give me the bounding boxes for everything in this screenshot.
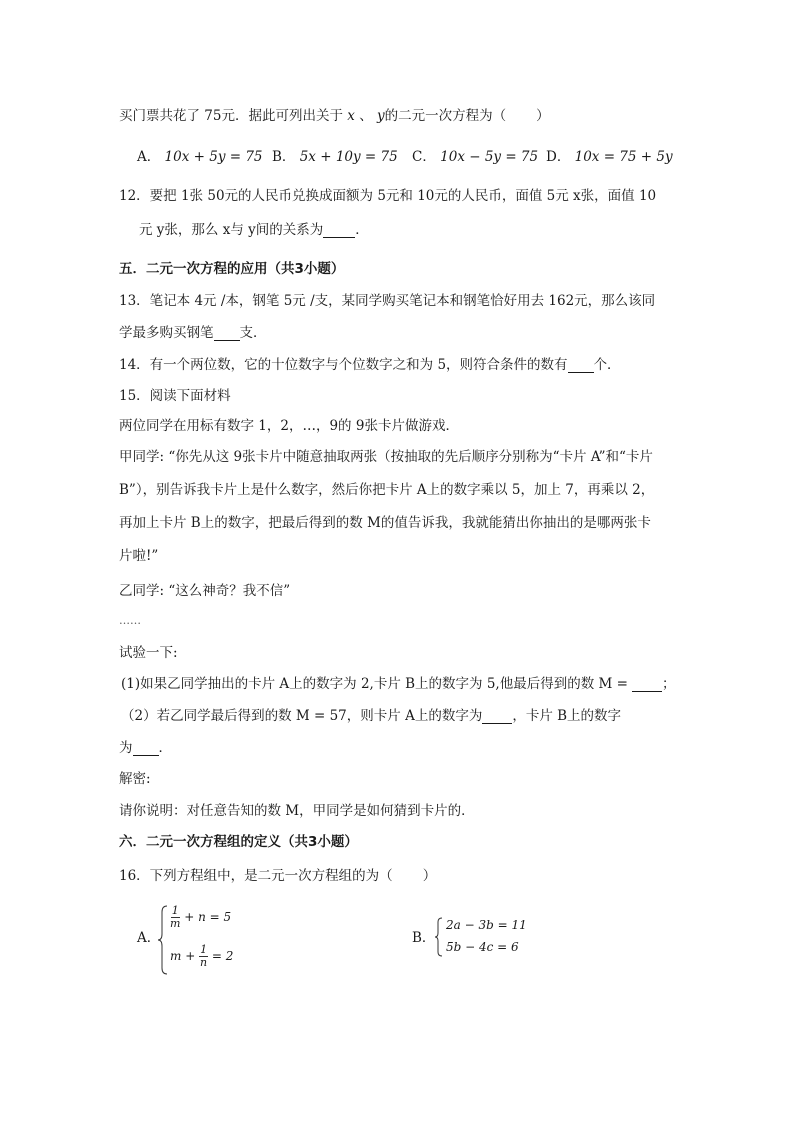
q13-line2-end: 支． bbox=[239, 325, 267, 341]
q16-option-b-label[interactable]: B． bbox=[412, 930, 436, 946]
q15-sub2 bbox=[121, 710, 621, 724]
numerator: 1 bbox=[200, 943, 208, 956]
q15-sub2-blank-a[interactable] bbox=[482, 711, 512, 724]
q15-sub2-text: （2）若乙同学最后得到的数 M = 57，则卡片 A上的数字为 bbox=[121, 708, 483, 724]
q16-option-a-eq1 bbox=[170, 905, 231, 930]
q14-line bbox=[119, 359, 621, 373]
q16-option-b-eq2: 5b − 4c = 6 bbox=[446, 940, 519, 954]
option-text: 10x + 5y = 75 bbox=[164, 149, 263, 165]
option-text: 5x + 10y = 75 bbox=[299, 149, 398, 165]
q11-option-d[interactable] bbox=[546, 151, 673, 165]
q15-paragraph-3: B”），别告诉我卡片上是什么数字，然后你把卡片 A上的数字乘以 5，加上 7，再乘以 2， bbox=[119, 482, 655, 498]
q16-stem bbox=[119, 870, 436, 884]
q15-ellipsis: …… bbox=[119, 614, 141, 627]
eq-pre: m + bbox=[170, 949, 196, 964]
q12-line1: 12．要把 1张 50元的人民币兑换成面额为 5元和 10元的人民币，面值 5元 x张，面值 10 bbox=[119, 188, 657, 204]
q15-paragraph-5: 片啦!” bbox=[119, 548, 159, 564]
section-five-title: 五．二元一次方程的应用（共3小题） bbox=[119, 261, 345, 277]
q11-var-y: y bbox=[377, 108, 385, 124]
q13-line2-text: 学最多购买钢笔 bbox=[119, 325, 214, 341]
q12-answer-blank[interactable] bbox=[323, 225, 355, 238]
q16-option-a-brace bbox=[157, 904, 169, 976]
q11-option-c[interactable] bbox=[412, 151, 538, 165]
option-text: 10x = 75 + 5y bbox=[574, 149, 673, 165]
q11-stem-end bbox=[119, 110, 550, 124]
q15-sub2-line2-end: ． bbox=[158, 740, 172, 756]
q16-paren-close: ） bbox=[422, 868, 437, 884]
q16-option-b-brace bbox=[434, 917, 444, 957]
q15-sub1-end: ； bbox=[661, 676, 676, 692]
fraction bbox=[199, 944, 208, 969]
q14-end: 个． bbox=[593, 357, 621, 373]
q15-sub2-line2-text: 为 bbox=[119, 740, 133, 756]
q11-text-post: 的二元一次方程为（ bbox=[384, 108, 507, 124]
eq-rest: + n = 5 bbox=[184, 910, 232, 925]
denominator: m bbox=[170, 917, 181, 931]
q15-sub2-mid: ，卡片 B上的数字 bbox=[512, 708, 622, 724]
q15-paragraph-1: 两位同学在用标有数字 1，2，…，9的 9张卡片做游戏． bbox=[119, 418, 459, 434]
q16-option-b-eq1: 2a − 3b = 11 bbox=[446, 918, 527, 932]
option-label: A． bbox=[137, 149, 161, 165]
denominator: n bbox=[200, 956, 208, 970]
q16-option-a-label[interactable]: A． bbox=[137, 930, 161, 946]
q14-text: 14．有一个两位数，它的十位数字与个位数字之和为 5，则符合条件的数有 bbox=[119, 357, 568, 373]
q11-paren-close: ） bbox=[536, 108, 550, 124]
q15-sub1-text: (1)如果乙同学抽出的卡片 A上的数字为 2,卡片 B上的数字为 5,他最后得到的数 M = bbox=[121, 676, 628, 692]
q16-option-a-eq2 bbox=[170, 944, 233, 969]
q11-text-pre: 买门票共花了 75元．据此可列出关于 bbox=[119, 108, 343, 124]
q11-var-x: x bbox=[347, 108, 355, 124]
q15-paragraph-2: 甲同学: “你先从这 9张卡片中随意抽取两张（按抽取的先后顺序分别称为“卡片 A”和“卡片 bbox=[119, 449, 653, 465]
q12-line2 bbox=[139, 224, 369, 238]
option-text: 10x − 5y = 75 bbox=[440, 149, 539, 165]
q15-sub2-blank-b[interactable] bbox=[133, 743, 159, 756]
eq-rest: = 2 bbox=[211, 949, 234, 964]
q11-option-a[interactable] bbox=[137, 151, 263, 165]
option-label: B． bbox=[272, 149, 296, 165]
q15-paragraph-4: 再加上卡片 B上的数字，把最后得到的数 M的值告诉我，我就能猜出你抽出的是哪两张卡 bbox=[119, 515, 651, 531]
q11-option-b[interactable] bbox=[272, 151, 398, 165]
q11-sep: 、 bbox=[359, 108, 373, 124]
q13-line1: 13．笔记本 4元 /本，钢笔 5元 /支，某同学购买笔记本和钢笔恰好用去 162元，那么该同 bbox=[119, 293, 656, 309]
q13-answer-blank[interactable] bbox=[214, 328, 240, 341]
q14-answer-blank[interactable] bbox=[568, 360, 594, 373]
q15-decode-label: 解密: bbox=[119, 771, 151, 787]
q15-intro: 15．阅读下面材料 bbox=[119, 388, 231, 404]
q12-line2-end: ． bbox=[355, 222, 369, 238]
fraction bbox=[170, 905, 180, 930]
q13-line2 bbox=[119, 327, 267, 341]
q15-sub1 bbox=[121, 678, 675, 692]
option-label: C． bbox=[412, 149, 436, 165]
q15-sub2-line2 bbox=[119, 742, 172, 756]
q15-explain: 请你说明：对任意告知的数 M，甲同学是如何猜到卡片的． bbox=[119, 803, 475, 819]
q15-paragraph-6: 乙同学: “这么神奇？我不信” bbox=[119, 583, 291, 599]
q15-sub1-answer-blank[interactable] bbox=[632, 679, 662, 692]
q15-trial-label: 试验一下: bbox=[119, 645, 178, 661]
q12-line2-text: 元 y张，那么 x与 y间的关系为 bbox=[139, 222, 324, 238]
q16-stem-text: 16．下列方程组中，是二元一次方程组的为（ bbox=[119, 868, 393, 884]
section-six-title: 六．二元一次方程组的定义（共3小题） bbox=[119, 834, 358, 850]
numerator: 1 bbox=[171, 904, 179, 917]
option-label: D． bbox=[546, 149, 571, 165]
